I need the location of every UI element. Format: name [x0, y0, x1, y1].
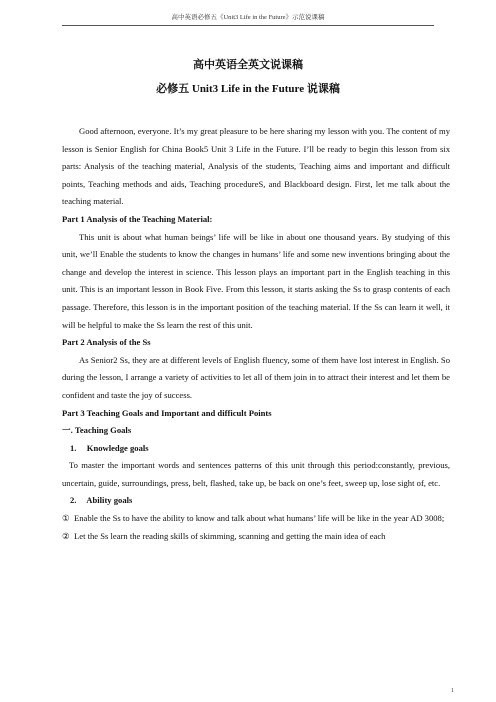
ability-goal-text: Enable the Ss to have the ability to know and talk about what humans’ life will be like in the year AD 3008; — [74, 513, 445, 524]
knowledge-goals-paragraph: To master the important words and sentences patterns of this unit through this period:constantly, previous, uncertain, guide, surroundings, press, belt, flashed, take up, be back on one’s feet, sweep up, lose sight of, etc. — [62, 460, 450, 488]
knowledge-goals-heading — [62, 440, 450, 458]
document-subtitle: 必修五 Unit3 Life in the Future 说课稿 — [156, 83, 340, 95]
running-header: 高中英语必修五《Unit3 Life in the Future》示范说课稿 — [171, 14, 325, 21]
ability-goals-heading — [62, 492, 450, 510]
ability-goal-marker: ② — [62, 530, 70, 541]
document-title: 高中英语全英文说课稿 — [193, 58, 303, 71]
page-number: 1 — [451, 688, 454, 694]
part2-paragraph: As Senior2 Ss, they are at different levels of English fluency, some of them have lost interest in English. So during the lesson, I arrange a variety of activities to let all of them join in to attract their interest and let them be confident and taste the joy of success. — [62, 354, 450, 400]
ability-goals-title: Ability goals — [86, 495, 133, 506]
part2-heading: Part 2 Analysis of the Ss — [62, 337, 151, 348]
ability-goals-marker: 2. — [70, 495, 77, 506]
knowledge-goals-title: Knowledge goals — [86, 442, 149, 453]
part3-heading: Part 3 Teaching Goals and Important and difficult Points — [62, 407, 272, 418]
ability-goal-item — [62, 528, 450, 546]
intro-paragraph: Good afternoon, everyone. It’s my great pleasure to be here sharing my lesson with you. The content of my lesson is Senior English for China Book5 Unit 3 Life in the Future. I’ll be ready to begin this lesson from six parts: Analysis of the teaching material, Analysis of the students, Teaching aims and important and difficult points, Teaching methods and aids, Teaching procedureS, and Blackboard design. First, let me talk about the teaching material. — [62, 126, 450, 207]
teaching-goals-heading: 一. Teaching Goals — [62, 425, 132, 436]
ability-goal-marker: ① — [62, 513, 70, 524]
header-rule — [62, 25, 434, 26]
part1-paragraph: This unit is about what human beings’ life will be like in about one thousand years. By studying of this unit, we’ll Enable the students to know the changes in humans’ life and some new inventions bringing about the change and develop the interest in science. This lesson plays an important part in the English teaching in this unit. This is an important lesson in Book Five. From this lesson, it starts asking the Ss to grasp contents of each passage. Therefore, this lesson is in the important position of the teaching material. If the Ss can learn it well, it will be helpful to make the Ss learn the rest of this unit. — [62, 231, 450, 330]
ability-goal-item — [62, 510, 450, 528]
document-body — [62, 123, 450, 545]
part1-heading: Part 1 Analysis of the Teaching Material: — [62, 213, 213, 224]
knowledge-goals-marker: 1. — [70, 442, 77, 453]
ability-goal-text: Let the Ss learn the reading skills of skimming, scanning and getting the main idea of each — [74, 530, 386, 541]
